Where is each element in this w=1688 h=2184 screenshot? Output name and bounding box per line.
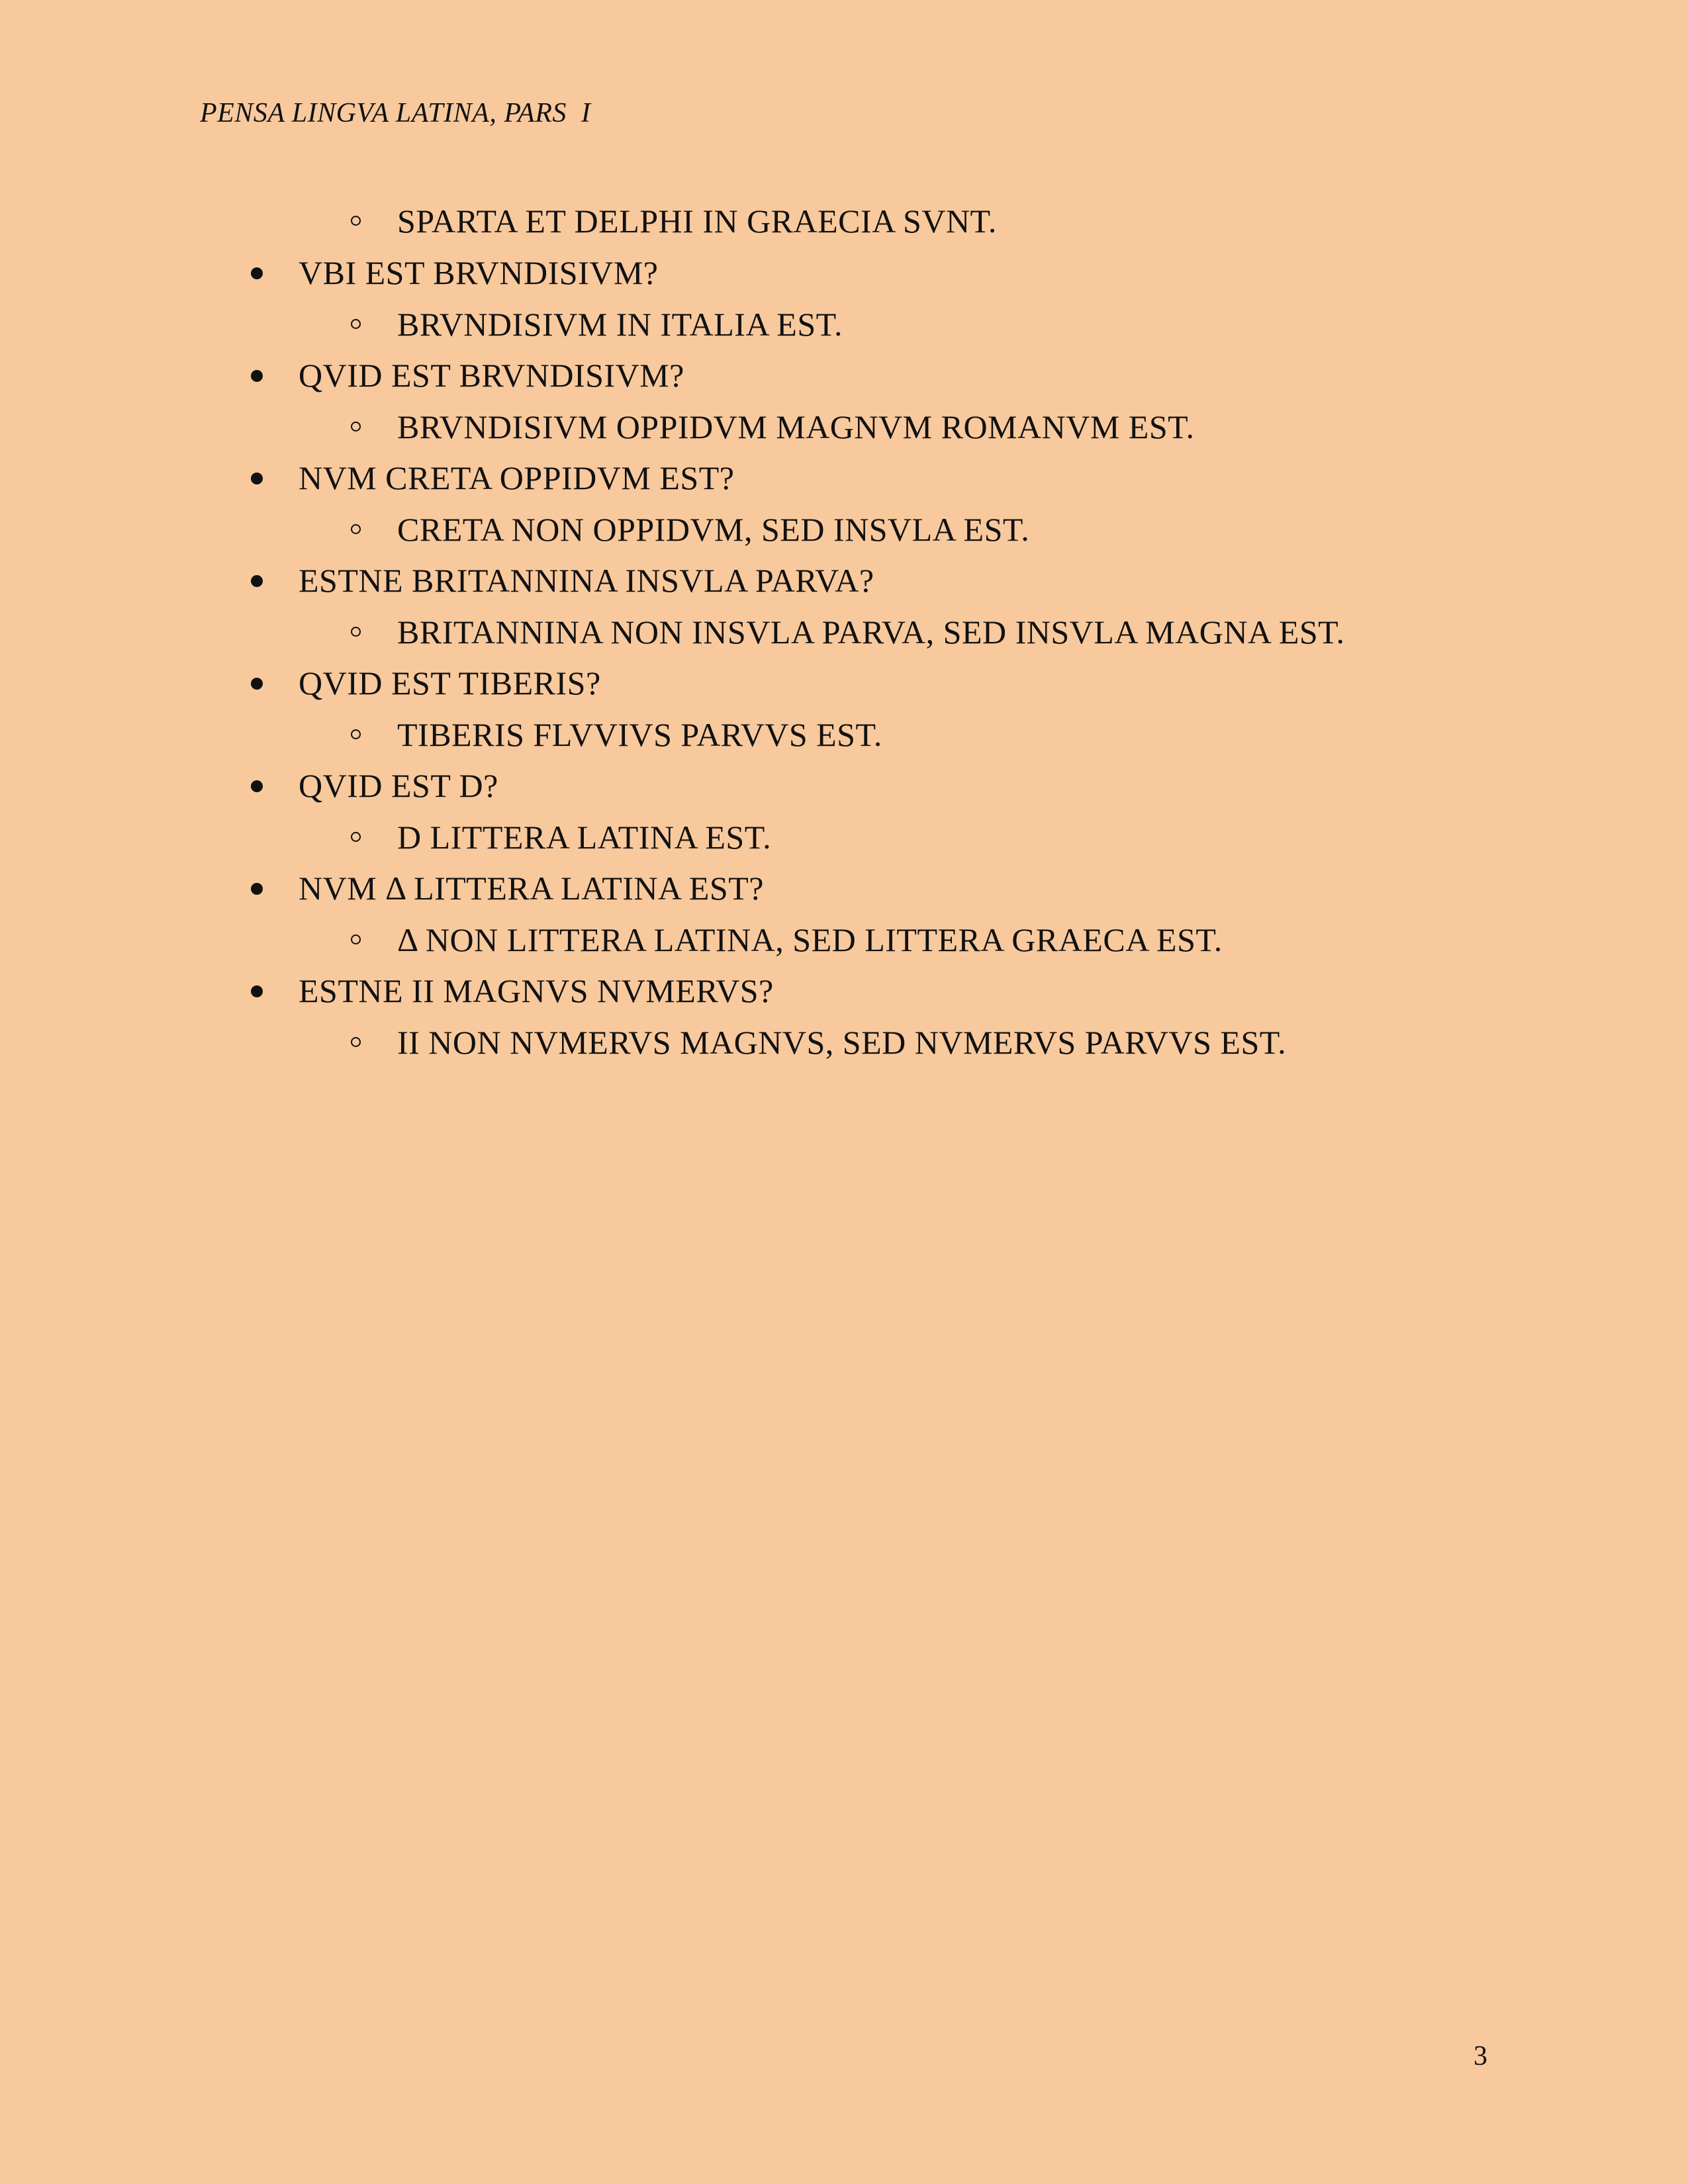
question-text: NVM Δ LITTERA LATINA EST? (299, 870, 764, 907)
question-item (0, 760, 1688, 811)
answer-text: CRETA NON OPPIDVM, SED INSVLA EST. (397, 511, 1030, 548)
bullet-icon (251, 883, 263, 895)
answer-text: BRVNDISIVM OPPIDVM MAGNVM ROMANVM EST. (397, 408, 1195, 445)
list-item (0, 965, 1688, 1068)
answer-text: Δ NON LITTERA LATINA, SED LITTERA GRAECA EST. (397, 921, 1223, 958)
question-item (0, 555, 1688, 606)
answer-item (0, 709, 1688, 760)
list-item (0, 657, 1688, 760)
hollow-bullet-icon (351, 832, 361, 842)
answer-item (0, 606, 1688, 658)
hollow-bullet-icon (351, 216, 361, 226)
list-item (0, 247, 1688, 349)
question-item (0, 862, 1688, 914)
list-item (0, 452, 1688, 555)
hollow-bullet-icon (351, 729, 361, 739)
answer-text: BRVNDISIVM IN ITALIA EST. (397, 306, 843, 343)
question-text: ESTNE II MAGNVS NVMERVS? (299, 972, 774, 1009)
answer-item (0, 1017, 1688, 1068)
question-text: NVM CRETA OPPIDVM EST? (299, 459, 735, 496)
answer-text: BRITANNINA NON INSVLA PARVA, SED INSVLA MAGNA EST. (397, 614, 1345, 651)
question-text: QVID EST TIBERIS? (299, 664, 601, 702)
bullet-icon (251, 473, 263, 484)
question-item (0, 349, 1688, 401)
bullet-icon (251, 370, 263, 382)
answer-item (0, 195, 1688, 247)
question-list (0, 247, 1688, 1068)
answer-text: II NON NVMERVS MAGNVS, SED NVMERVS PARVVS EST. (397, 1024, 1287, 1061)
bullet-icon (251, 780, 263, 792)
hollow-bullet-icon (351, 1037, 361, 1047)
list-item (0, 862, 1688, 965)
list-item (0, 555, 1688, 657)
question-text: QVID EST BRVNDISIVM? (299, 357, 684, 394)
question-item (0, 965, 1688, 1017)
answer-text: SPARTA ET DELPHI IN GRAECIA SVNT. (397, 203, 997, 240)
hollow-bullet-icon (351, 319, 361, 329)
hollow-bullet-icon (351, 524, 361, 534)
answer-item (0, 401, 1688, 453)
question-text: QVID EST D? (299, 767, 498, 804)
hollow-bullet-icon (351, 627, 361, 637)
question-item (0, 657, 1688, 709)
hollow-bullet-icon (351, 422, 361, 432)
bullet-icon (251, 678, 263, 690)
answer-item (0, 504, 1688, 555)
list-item (0, 760, 1688, 862)
bullet-icon (251, 575, 263, 587)
answer-item (0, 914, 1688, 966)
bullet-icon (251, 985, 263, 997)
question-item (0, 452, 1688, 504)
question-item (0, 247, 1688, 298)
list-item (0, 349, 1688, 452)
page-number: 3 (1474, 2041, 1487, 2071)
question-text: ESTNE BRITANNINA INSVLA PARVA? (299, 562, 874, 599)
question-text: VBI EST BRVNDISIVM? (299, 254, 659, 291)
answer-text: D LITTERA LATINA EST. (397, 819, 772, 856)
answer-item (0, 811, 1688, 863)
answer-item (0, 298, 1688, 350)
answer-text: TIBERIS FLVVIVS PARVVS EST. (397, 716, 882, 753)
running-header: PENSA LINGVA LATINA, PARS I (200, 98, 591, 128)
bullet-icon (251, 267, 263, 279)
hollow-bullet-icon (351, 934, 361, 944)
